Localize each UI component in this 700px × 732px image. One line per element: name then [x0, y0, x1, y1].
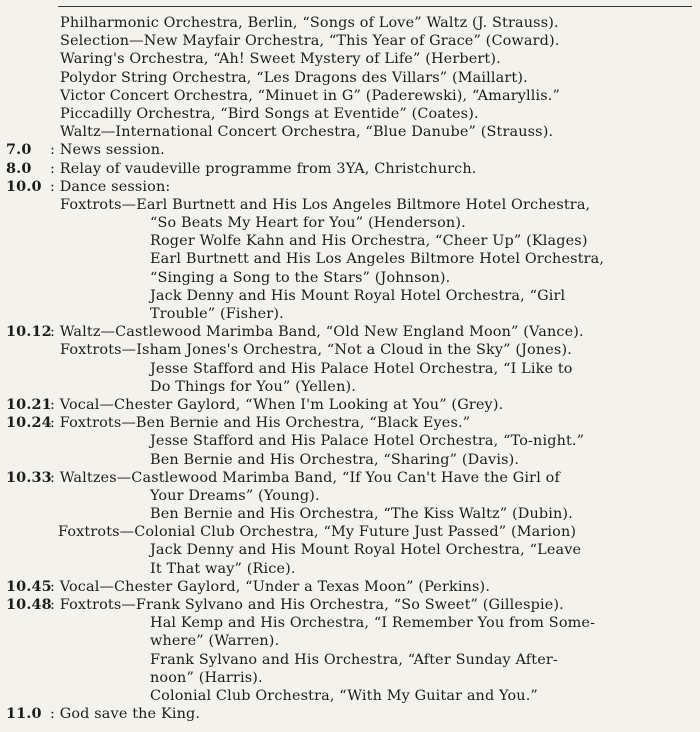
programme-line: [0, 505, 700, 523]
line-text: Jack Denny and His Mount Royal Hotel Orchestra, “Girl: [150, 287, 566, 304]
line-text: Polydor String Orchestra, “Les Dragons des Villars” (Maillart).: [60, 69, 528, 86]
programme-line: [0, 105, 700, 123]
line-text: “Singing a Song to the Stars” (Johnson).: [150, 269, 451, 286]
programme-listing: [0, 14, 700, 723]
line-text: Selection—New Mayfair Orchestra, “This Year of Grace” (Coward).: [60, 33, 560, 50]
line-text: Colonial Club Orchestra, “With My Guitar and You.”: [150, 687, 538, 704]
line-text: : News session.: [50, 142, 165, 159]
timed-entry: [0, 705, 700, 723]
programme-line: [0, 32, 700, 50]
programme-line: [0, 250, 700, 268]
programme-line: [0, 541, 700, 559]
time-label: 10.48: [6, 596, 52, 613]
time-label: 10.12: [6, 323, 52, 341]
programme-line: [0, 432, 700, 450]
programme-line: [0, 341, 700, 359]
programme-line: [0, 196, 700, 214]
line-text: Waring's Orchestra, “Ah! Sweet Mystery of Life” (Herbert).: [60, 51, 501, 68]
line-text: where” (Warren).: [150, 633, 280, 650]
programme-line: [0, 305, 700, 323]
line-text: Foxtrots—Colonial Club Orchestra, “My Future Just Passed” (Marion): [58, 524, 577, 541]
time-label: 10.33: [6, 468, 52, 486]
programme-line: [0, 651, 700, 669]
line-text: : Waltz—Castlewood Marimba Band, “Old New England Moon” (Vance).: [50, 324, 584, 341]
line-text: : Foxtrots—Ben Bernie and His Orchestra, “Black Eyes.”: [50, 415, 471, 432]
programme-line: [0, 14, 700, 32]
line-text: Earl Burtnett and His Los Angeles Biltmore Hotel Orchestra,: [150, 251, 605, 268]
timed-entry: [0, 469, 700, 487]
programme-line: [0, 50, 700, 68]
time-label: 8.0: [6, 159, 32, 177]
programme-line: [0, 360, 700, 378]
timed-entry: [0, 323, 700, 341]
line-text: Do Things for You” (Yellen).: [150, 378, 356, 395]
programme-line: [0, 232, 700, 250]
programme-line: [0, 487, 700, 505]
programme-line: [0, 669, 700, 687]
line-text: Hal Kemp and His Orchestra, “I Remember You from Some-: [150, 615, 596, 632]
line-text: : Vocal—Chester Gaylord, “When I'm Looking at You” (Grey).: [50, 396, 504, 413]
programme-line: [0, 687, 700, 705]
top-rule: [58, 6, 692, 7]
line-text: Piccadilly Orchestra, “Bird Songs at Eventide” (Coates).: [60, 105, 479, 122]
line-text: Trouble” (Fisher).: [150, 306, 284, 322]
programme-line: [0, 214, 700, 232]
time-label: 10.0: [6, 177, 42, 195]
time-label: 7.0: [6, 141, 32, 159]
line-text: : Relay of vaudeville programme from 3YA, Christchurch.: [50, 160, 477, 177]
line-text: Ben Bernie and His Orchestra, “The Kiss Waltz” (Dubin).: [150, 506, 573, 523]
programme-line: [0, 560, 700, 578]
timed-entry: [0, 578, 700, 596]
line-text: Philharmonic Orchestra, Berlin, “Songs of Love” Waltz (J. Strauss).: [60, 15, 559, 31]
line-text: : Vocal—Chester Gaylord, “Under a Texas Moon” (Perkins).: [50, 578, 491, 595]
timed-entry: [0, 396, 700, 414]
programme-line: [0, 523, 700, 541]
line-text: : Waltzes—Castlewood Marimba Band, “If You Can't Have the Girl of: [50, 469, 560, 486]
programme-line: [0, 87, 700, 105]
line-text: It That way” (Rice).: [150, 560, 296, 577]
programme-line: [0, 69, 700, 87]
line-text: Your Dreams” (Young).: [150, 487, 320, 504]
time-label: 10.45: [6, 577, 52, 595]
line-text: : God save the King.: [50, 706, 201, 723]
programme-line: [0, 614, 700, 632]
timed-entry: [0, 596, 700, 614]
line-text: “So Beats My Heart for You” (Henderson).: [150, 215, 466, 232]
line-text: Frank Sylvano and His Orchestra, “After Sunday After-: [150, 651, 558, 668]
programme-line: [0, 378, 700, 396]
programme-line: [0, 451, 700, 469]
programme-line: [0, 632, 700, 650]
timed-entry: [0, 141, 700, 159]
line-text: noon” (Harris).: [150, 669, 263, 686]
line-text: Jack Denny and His Mount Royal Hotel Orchestra, “Leave: [150, 542, 582, 559]
programme-line: [0, 287, 700, 305]
line-text: Victor Concert Orchestra, “Minuet in G” (Paderewski), “Amaryllis.”: [60, 87, 561, 104]
time-label: 11.0: [6, 705, 42, 723]
line-text: Foxtrots—Earl Burtnett and His Los Angeles Biltmore Hotel Orchestra,: [60, 196, 591, 213]
timed-entry: [0, 160, 700, 178]
programme-line: [0, 123, 700, 141]
line-text: Foxtrots—Isham Jones's Orchestra, “Not a Cloud in the Sky” (Jones).: [60, 342, 572, 359]
timed-entry: [0, 178, 700, 196]
line-text: Jesse Stafford and His Palace Hotel Orchestra, “I Like to: [150, 360, 573, 377]
line-text: Waltz—International Concert Orchestra, “Blue Danube” (Strauss).: [60, 124, 554, 141]
time-label: 10.24: [6, 414, 52, 432]
programme-line: [0, 269, 700, 287]
line-text: Ben Bernie and His Orchestra, “Sharing” (Davis).: [150, 451, 520, 468]
time-label: 10.21: [6, 395, 52, 413]
line-text: Roger Wolfe Kahn and His Orchestra, “Cheer Up” (Klages): [150, 233, 588, 250]
timed-entry: [0, 414, 700, 432]
line-text: : Dance session:: [50, 178, 171, 195]
line-text: : Foxtrots—Frank Sylvano and His Orchestra, “So Sweet” (Gillespie).: [50, 597, 564, 613]
line-text: Jesse Stafford and His Palace Hotel Orchestra, “To-night.”: [150, 433, 585, 450]
